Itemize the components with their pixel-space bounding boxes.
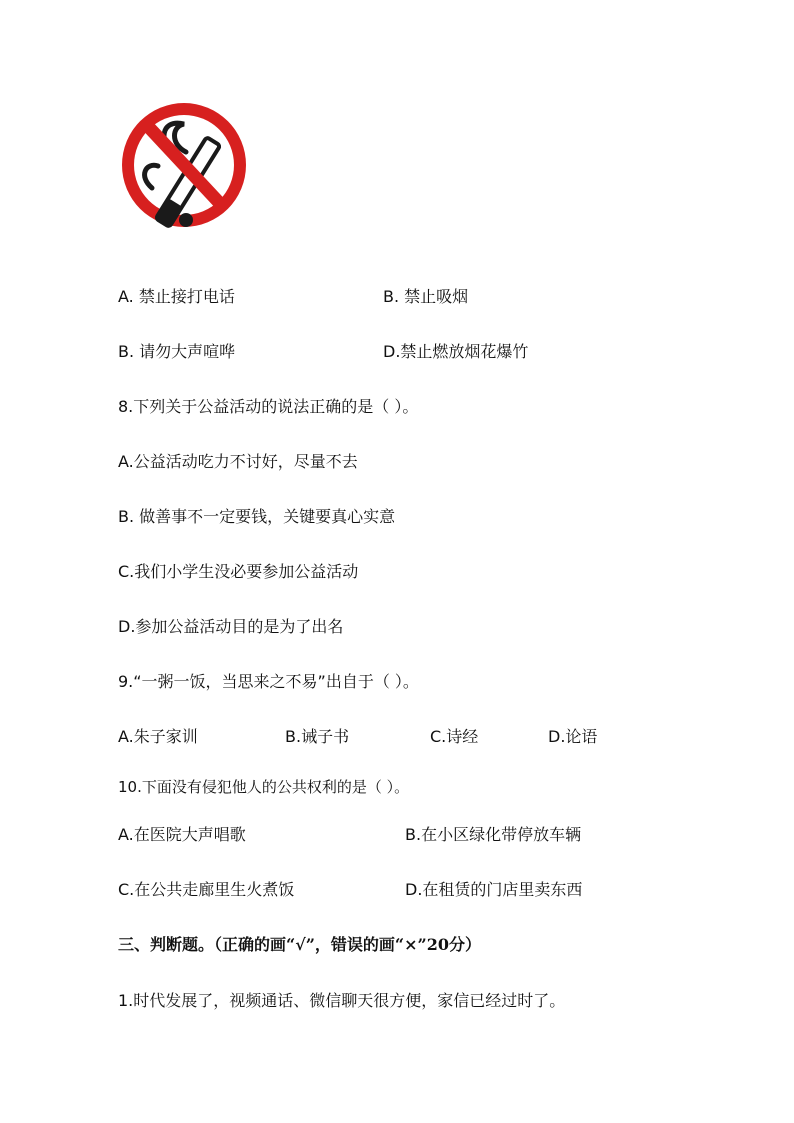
q7-option-c[interactable]: B. 请勿大声喧哗: [118, 342, 236, 361]
no-smoking-sign-icon: [118, 96, 250, 236]
q7-option-d[interactable]: D.禁止燃放烟花爆竹: [383, 342, 529, 361]
q7-option-b[interactable]: B. 禁止吸烟: [383, 287, 469, 306]
q9-option-d[interactable]: D.论语: [548, 727, 598, 746]
q10-option-a[interactable]: A.在医院大声唱歌: [118, 825, 246, 844]
section-3-heading: [118, 934, 481, 956]
q9-option-a[interactable]: A.朱子家训: [118, 727, 198, 746]
section-3-title: 三、判断题。（正确的画“√”，错误的画“×”20分）: [118, 935, 482, 954]
q9-option-c[interactable]: C.诗经: [430, 727, 479, 746]
q10-option-d[interactable]: D.在租赁的门店里卖东西: [405, 880, 583, 899]
q10-option-b[interactable]: B.在小区绿化带停放车辆: [405, 825, 582, 844]
no-smoking-sign-figure: [118, 96, 250, 236]
q8-option-b[interactable]: B. 做善事不一定要钱，关键要真心实意: [118, 507, 396, 526]
q9-stem: 9.“一粥一饭，当思来之不易”出自于（ ）。: [118, 672, 419, 691]
q9-option-b[interactable]: B.诫子书: [285, 727, 350, 746]
q8-option-a[interactable]: A.公益活动吃力不讨好，尽量不去: [118, 452, 358, 471]
q10-stem: 10.下面没有侵犯他人的公共权利的是（ ）。: [118, 778, 410, 796]
q8-option-c[interactable]: C.我们小学生没必要参加公益活动: [118, 562, 359, 581]
q10-option-c[interactable]: C.在公共走廊里生火煮饭: [118, 880, 295, 899]
q8-stem: 8.下列关于公益活动的说法正确的是（ ）。: [118, 397, 419, 416]
judge-question-1: 1.时代发展了，视频通话、微信聊天很方便，家信已经过时了。: [118, 991, 566, 1010]
q8-option-d[interactable]: D.参加公益活动目的是为了出名: [118, 617, 344, 636]
q7-option-a[interactable]: A. 禁止接打电话: [118, 287, 235, 306]
